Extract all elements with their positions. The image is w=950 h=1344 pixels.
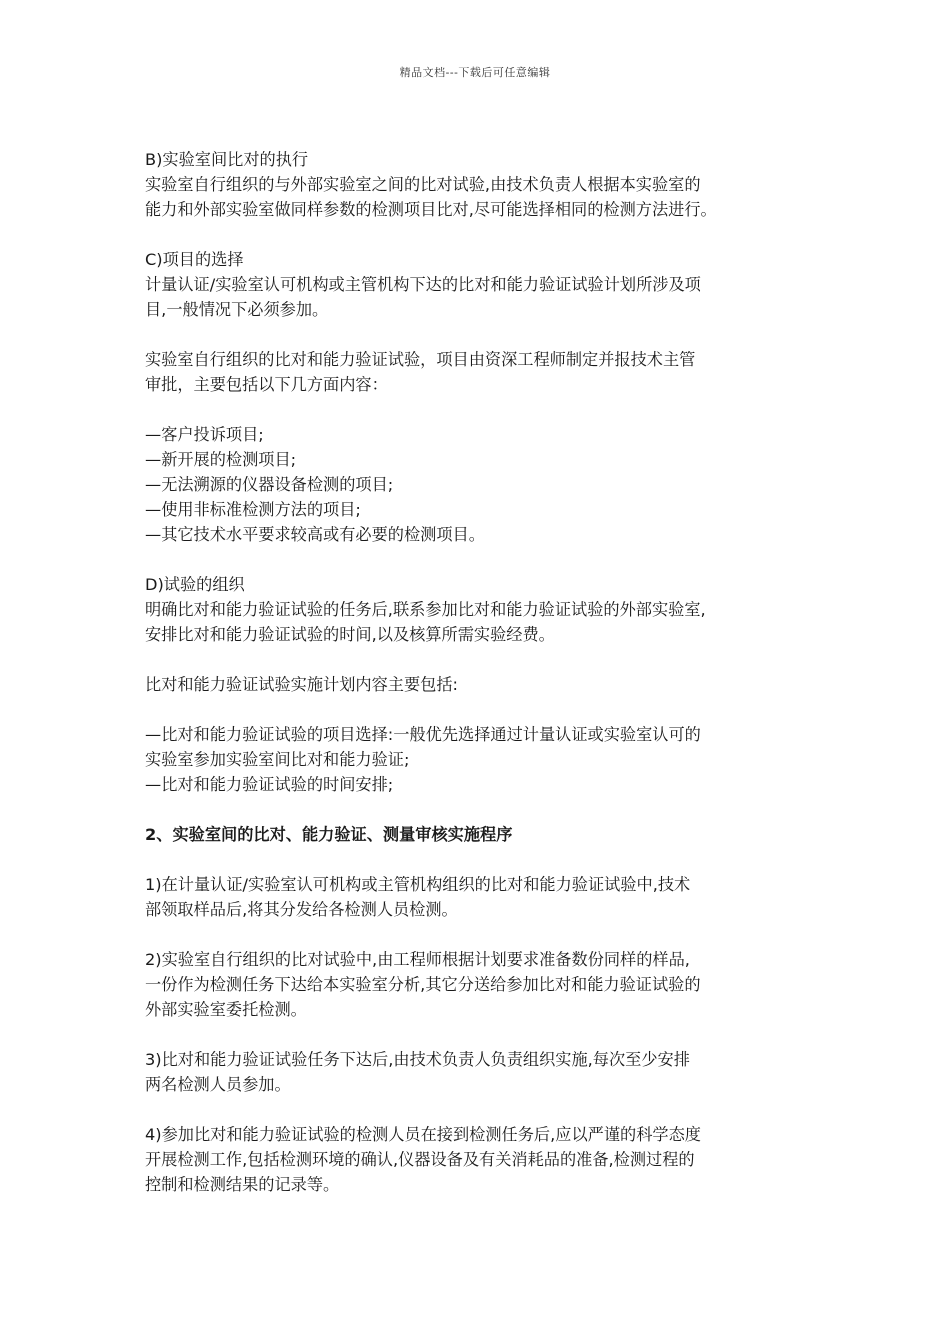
paragraph-spacer xyxy=(145,222,835,247)
text-line: —比对和能力验证试验的时间安排; xyxy=(145,775,394,794)
text-line: —比对和能力验证试验的项目选择:一般优先选择通过计量认证或实验室认可的 xyxy=(145,725,701,744)
text-line: —其它技术水平要求较高或有必要的检测项目。 xyxy=(145,525,485,544)
text-line: 实验室参加实验室间比对和能力验证; xyxy=(145,750,410,769)
text-line: 实验室自行组织的与外部实验室之间的比对试验,由技术负责人根据本实验室的 xyxy=(145,175,701,194)
text-line: 2)实验室自行组织的比对试验中,由工程师根据计划要求准备数份同样的样品, xyxy=(145,950,690,969)
document-body xyxy=(145,147,835,1197)
paragraph xyxy=(145,722,835,797)
paragraph-spacer xyxy=(145,922,835,947)
text-line: 开展检测工作,包括检测环境的确认,仪器设备及有关消耗品的准备,检测过程的 xyxy=(145,1150,695,1169)
paragraph xyxy=(145,147,835,222)
text-line: —使用非标准检测方法的项目; xyxy=(145,500,361,519)
paragraph-spacer xyxy=(145,797,835,822)
text-line: 安排比对和能力验证试验的时间,以及核算所需实验经费。 xyxy=(145,625,555,644)
text-line: 明确比对和能力验证试验的任务后,联系参加比对和能力验证试验的外部实验室, xyxy=(145,600,706,619)
text-line: —无法溯源的仪器设备检测的项目; xyxy=(145,475,394,494)
paragraph xyxy=(145,672,835,697)
paragraph-spacer xyxy=(145,547,835,572)
paragraph xyxy=(145,347,835,397)
text-line: D)试验的组织 xyxy=(145,575,245,594)
paragraph-spacer xyxy=(145,647,835,672)
text-line: 比对和能力验证试验实施计划内容主要包括: xyxy=(145,675,459,694)
text-line: 2、实验室间的比对、能力验证、测量审核实施程序 xyxy=(145,825,513,844)
paragraph xyxy=(145,947,835,1022)
text-line: 控制和检测结果的记录等。 xyxy=(145,1175,340,1194)
text-line: 4)参加比对和能力验证试验的检测人员在接到检测任务后,应以严谨的科学态度 xyxy=(145,1125,701,1144)
text-line: 外部实验室委托检测。 xyxy=(145,1000,307,1019)
page-header: 精品文档---下载后可任意编辑 xyxy=(399,66,551,79)
paragraph xyxy=(145,572,835,647)
text-line: 3)比对和能力验证试验任务下达后,由技术负责人负责组织实施,每次至少安排 xyxy=(145,1050,690,1069)
text-line: C)项目的选择 xyxy=(145,250,244,269)
paragraph xyxy=(145,422,835,547)
text-line: 目,一般情况下必须参加。 xyxy=(145,300,329,319)
paragraph-spacer xyxy=(145,1097,835,1122)
section-heading xyxy=(145,822,835,847)
paragraph xyxy=(145,1047,835,1097)
text-line: 部领取样品后,将其分发给各检测人员检测。 xyxy=(145,900,458,919)
text-line: 两名检测人员参加。 xyxy=(145,1075,291,1094)
paragraph xyxy=(145,872,835,922)
text-line: 实验室自行组织的比对和能力验证试验，项目由资深工程师制定并报技术主管 xyxy=(145,350,696,369)
text-line: 能力和外部实验室做同样参数的检测项目比对,尽可能选择相同的检测方法进行。 xyxy=(145,200,717,219)
text-line: 一份作为检测任务下达给本实验室分析,其它分送给参加比对和能力验证试验的 xyxy=(145,975,701,994)
paragraph-spacer xyxy=(145,322,835,347)
text-line: 审批，主要包括以下几方面内容： xyxy=(145,375,388,394)
paragraph-spacer xyxy=(145,697,835,722)
paragraph xyxy=(145,247,835,322)
text-line: —新开展的检测项目; xyxy=(145,450,297,469)
paragraph xyxy=(145,1122,835,1197)
text-line: B)实验室间比对的执行 xyxy=(145,150,309,169)
paragraph-spacer xyxy=(145,397,835,422)
paragraph-spacer xyxy=(145,847,835,872)
paragraph-spacer xyxy=(145,1022,835,1047)
text-line: —客户投诉项目; xyxy=(145,425,264,444)
text-line: 1)在计量认证/实验室认可机构或主管机构组织的比对和能力验证试验中,技术 xyxy=(145,875,691,894)
text-line: 计量认证/实验室认可机构或主管机构下达的比对和能力验证试验计划所涉及项 xyxy=(145,275,701,294)
